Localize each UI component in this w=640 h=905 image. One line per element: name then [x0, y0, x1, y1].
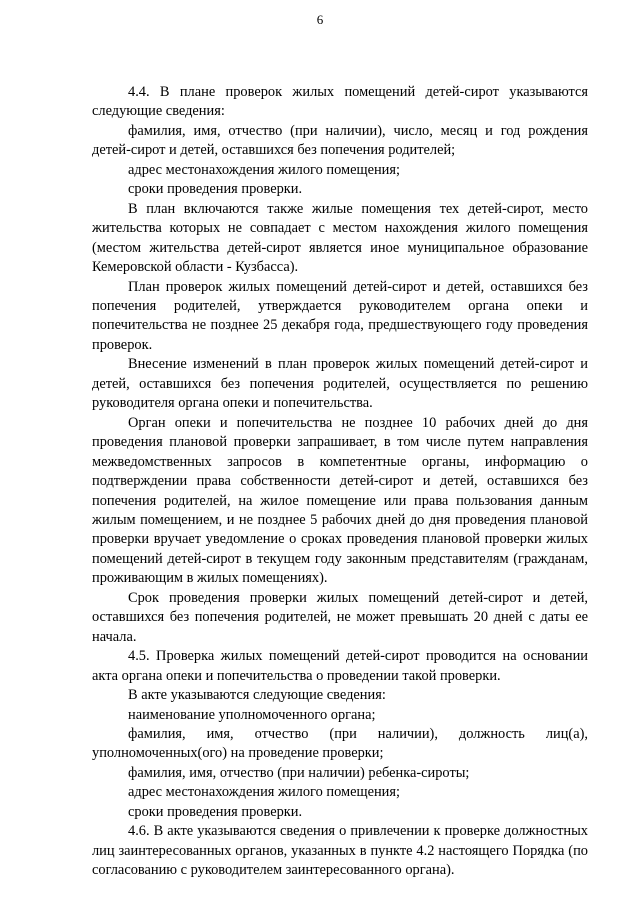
paragraph-p2: фамилия, имя, отчество (при наличии), число, месяц и год рождения детей-сирот и детей, оставшихся без попечения родителей;	[92, 122, 588, 159]
paragraph-p7: Внесение изменений в план проверок жилых помещений детей-сирот и детей, оставшихся без попечения родителей, осуществляется по решению руководителя органа опеки и попечительства.	[92, 356, 588, 412]
paragraph-p17: 4.6. В акте указываются сведения о привлечении к проверке должностных лиц заинтересованных органов, указанных в пункте 4.2 настоящего Порядка (по согласованию с руководителем заинтересованного органа).	[92, 823, 588, 879]
paragraph-p14: фамилия, имя, отчество (при наличии) ребенка-сироты;	[128, 764, 470, 781]
paragraph-p16: сроки проведения проверки.	[128, 803, 303, 820]
paragraph-p8: Орган опеки и попечительства не позднее 10 рабочих дней до дня проведения плановой проверки запрашивает, в том числе путем направления межведомственных запросов в компетентные органы, информацию о подтверждении права собственности детей-сирот и детей, оставшихся без попечения родителей, на жилое помещение или права пользования данным жилым помещением, и не позднее 5 рабочих дней до дня проведения плановой проверки вручает уведомление о сроках проведения плановой проверки жилых помещений детей-сирот в текущем году законным представителям (гражданам, проживающим в жилых помещениях).	[92, 414, 588, 587]
paragraph-p5: В план включаются также жилые помещения тех детей-сирот, место жительства которых не совпадает с местом нахождения жилого помещения (местом жительства детей-сирот является иное муниципальное образование Кемеровской области - Кузбасса).	[92, 200, 588, 276]
paragraph-p15: адрес местонахождения жилого помещения;	[128, 784, 400, 801]
paragraph-p1: 4.4. В плане проверок жилых помещений детей-сирот указываются следующие сведения:	[92, 84, 588, 120]
document-body	[92, 83, 588, 881]
page-number: 6	[316, 12, 324, 27]
paragraph-p10: 4.5. Проверка жилых помещений детей-сирот проводится на основании акта органа опеки и попечительства о проведении такой проверки.	[92, 648, 588, 684]
paragraph-p3: адрес местонахождения жилого помещения;	[128, 161, 400, 178]
paragraph-p12: наименование уполномоченного органа;	[128, 706, 376, 723]
paragraph-p13: фамилия, имя, отчество (при наличии), должность лиц(а), уполномоченных(ого) на проведение проверки;	[92, 725, 588, 762]
paragraph-p4: сроки проведения проверки.	[128, 181, 303, 198]
paragraph-p9: Срок проведения проверки жилых помещений детей-сирот и детей, оставшихся без попечения родителей, не может превышать 20 дней с даты ее начала.	[92, 589, 588, 645]
paragraph-p11: В акте указываются следующие сведения:	[128, 687, 386, 704]
paragraph-p6: План проверок жилых помещений детей-сирот и детей, оставшихся без попечения родителей, утверждается руководителем органа опеки и попечительства не позднее 25 декабря года, предшествующего году проведения проверок.	[92, 278, 588, 353]
